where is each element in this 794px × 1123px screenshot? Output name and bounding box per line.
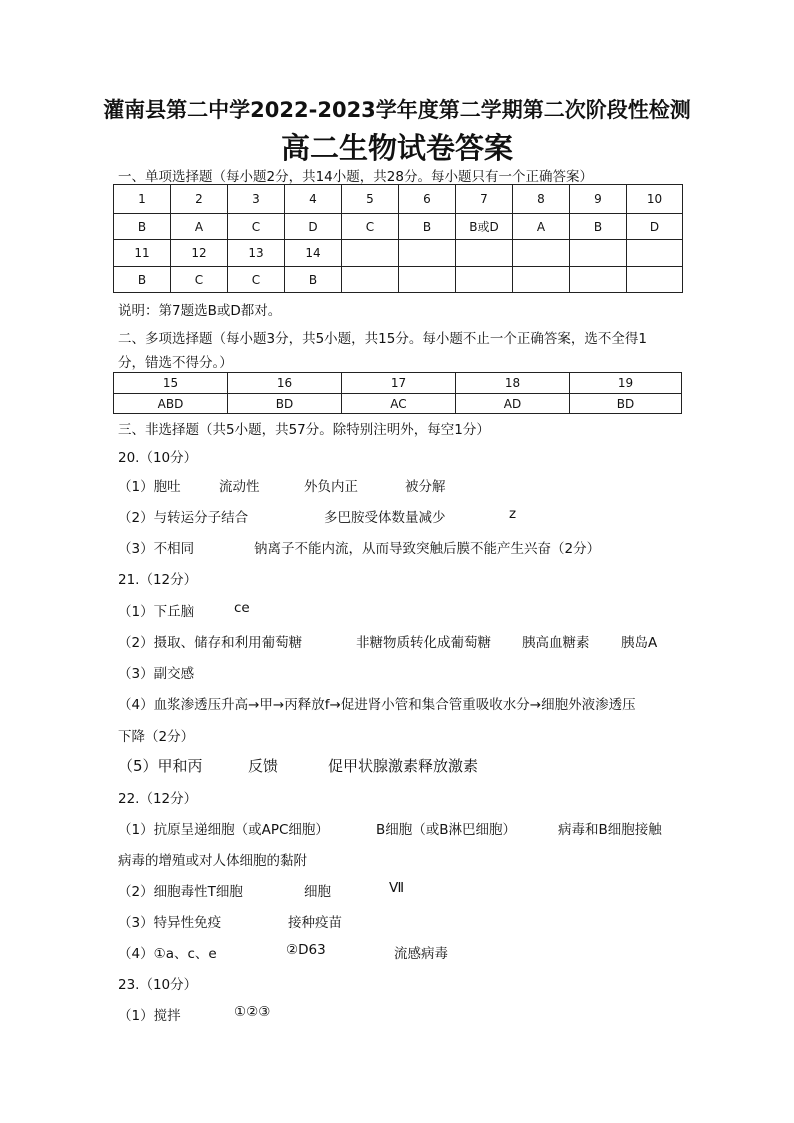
question-number: 12 (171, 240, 228, 267)
question-number: 3 (228, 185, 285, 214)
answer-text: 非糖物质转化成葡萄糖 (356, 635, 491, 651)
answer-cell: A (513, 214, 570, 240)
answer-text: 接种疫苗 (288, 915, 342, 931)
answer-cell: AD (456, 394, 570, 414)
section2-heading: 二、多项选择题（每小题3分，共5小题，共15分。每小题不止一个正确答案，选不全得1 (118, 331, 647, 347)
exam-title: 高二生物试卷答案 (280, 131, 513, 165)
q21-answer-4: （4）血浆渗透压升高→甲→丙释放f→促进肾小管和集合管重吸收水分→细胞外液渗透压 (118, 697, 636, 713)
q20-title: 20.（10分） (118, 450, 198, 466)
answer-text: 外负内正 (304, 479, 358, 495)
q21-answer-3: （3）副交感 (118, 666, 195, 682)
answer-cell: ABD (114, 394, 228, 414)
q22-answer-1-cont: 病毒的增殖或对人体细胞的黏附 (118, 853, 307, 869)
answer-text: 被分解 (405, 479, 446, 495)
answer-cell: D (627, 214, 683, 240)
answer-text: 胰岛A (621, 635, 658, 651)
q21-title: 21.（12分） (118, 572, 198, 588)
section2-heading-cont: 分，错选不得分。） (118, 355, 233, 371)
answer-cell: A (171, 214, 228, 240)
answer-cell: C (228, 267, 285, 293)
answer-cell: B或D (456, 214, 513, 240)
question-number: 9 (570, 185, 627, 214)
answer-text: （1）搅拌 (118, 1008, 181, 1024)
q22-title: 22.（12分） (118, 791, 198, 807)
q23-title: 23.（10分） (118, 977, 198, 993)
answer-text: （1）抗原呈递细胞（或APC细胞） (118, 822, 329, 838)
question-number (513, 240, 570, 267)
question-number (399, 240, 456, 267)
answer-cell (513, 267, 570, 293)
question-number: 2 (171, 185, 228, 214)
answer-text: 多巴胺受体数量减少 (324, 510, 446, 526)
answer-cell (570, 267, 627, 293)
answer-cell (627, 267, 683, 293)
answer-cell: BD (228, 394, 342, 414)
question-number: 14 (285, 240, 342, 267)
answer-cell: B (570, 214, 627, 240)
answer-text: Ⅶ (389, 880, 405, 896)
answer-text: ce (234, 600, 250, 616)
single-choice-answer-table (113, 184, 683, 293)
question-number: 18 (456, 373, 570, 394)
school-title: 灌南县第二中学2022-2023学年度第二学期第二次阶段性检测 (103, 98, 691, 122)
section1-heading: 一、单项选择题（每小题2分，共14小题，共28分。每小题只有一个正确答案） (118, 169, 593, 185)
answer-cell: AC (342, 394, 456, 414)
answer-cell (456, 267, 513, 293)
answer-text: 促甲状腺激素释放激素 (328, 757, 479, 775)
answer-cell: B (114, 267, 171, 293)
answer-text: 钠离子不能内流，从而导致突触后膜不能产生兴奋（2分） (254, 541, 601, 557)
table-row (114, 267, 683, 293)
answer-cell: B (285, 267, 342, 293)
question-number: 10 (627, 185, 683, 214)
question-number: 4 (285, 185, 342, 214)
question-number: 8 (513, 185, 570, 214)
table-row (114, 240, 683, 267)
question-number: 1 (114, 185, 171, 214)
answer-cell: BD (570, 394, 682, 414)
answer-cell: C (342, 214, 399, 240)
table-row (114, 394, 682, 414)
answer-text: （4）①a、c、e (118, 946, 217, 962)
answer-text: ①②③ (234, 1004, 271, 1020)
question-number (456, 240, 513, 267)
answer-cell: B (114, 214, 171, 240)
question-number: 13 (228, 240, 285, 267)
answer-cell (342, 267, 399, 293)
answer-cell: C (228, 214, 285, 240)
section1-note: 说明：第7题选B或D都对。 (118, 303, 282, 319)
question-number: 11 (114, 240, 171, 267)
answer-cell: C (171, 267, 228, 293)
question-number: 17 (342, 373, 456, 394)
answer-cell: D (285, 214, 342, 240)
answer-text: （2）细胞毒性T细胞 (118, 884, 243, 900)
q21-answer-4-cont: 下降（2分） (118, 729, 195, 745)
answer-text: B细胞（或B淋巴细胞） (376, 822, 517, 838)
question-number: 16 (228, 373, 342, 394)
answer-text: 流感病毒 (394, 946, 448, 962)
answer-text: （5）甲和丙 (118, 757, 203, 775)
answer-text: 病毒和B细胞接触 (558, 822, 662, 838)
answer-text: （2）与转运分子结合 (118, 510, 249, 526)
answer-text: ②D63 (286, 942, 326, 958)
question-number: 7 (456, 185, 513, 214)
question-number: 5 (342, 185, 399, 214)
multi-choice-answer-table (113, 372, 682, 414)
answer-text: （3）特异性免疫 (118, 915, 222, 931)
section3-heading: 三、非选择题（共5小题，共57分。除特别注明外，每空1分） (118, 422, 490, 438)
answer-cell (399, 267, 456, 293)
question-number (342, 240, 399, 267)
answer-text: 细胞 (304, 884, 331, 900)
table-row (114, 185, 683, 214)
question-number: 19 (570, 373, 682, 394)
question-number: 6 (399, 185, 456, 214)
answer-cell: B (399, 214, 456, 240)
answer-text: （2）摄取、储存和利用葡萄糖 (118, 635, 303, 651)
answer-text: （3）不相同 (118, 541, 195, 557)
answer-text: 胰高血糖素 (522, 635, 590, 651)
answer-text: （1）胞吐 (118, 479, 181, 495)
question-number (570, 240, 627, 267)
answer-text: z (509, 506, 517, 522)
answer-text: 反馈 (248, 757, 279, 775)
answer-text: 流动性 (219, 479, 260, 495)
question-number (627, 240, 683, 267)
table-row (114, 373, 682, 394)
table-row (114, 214, 683, 240)
answer-text: （1）下丘脑 (118, 604, 195, 620)
question-number: 15 (114, 373, 228, 394)
